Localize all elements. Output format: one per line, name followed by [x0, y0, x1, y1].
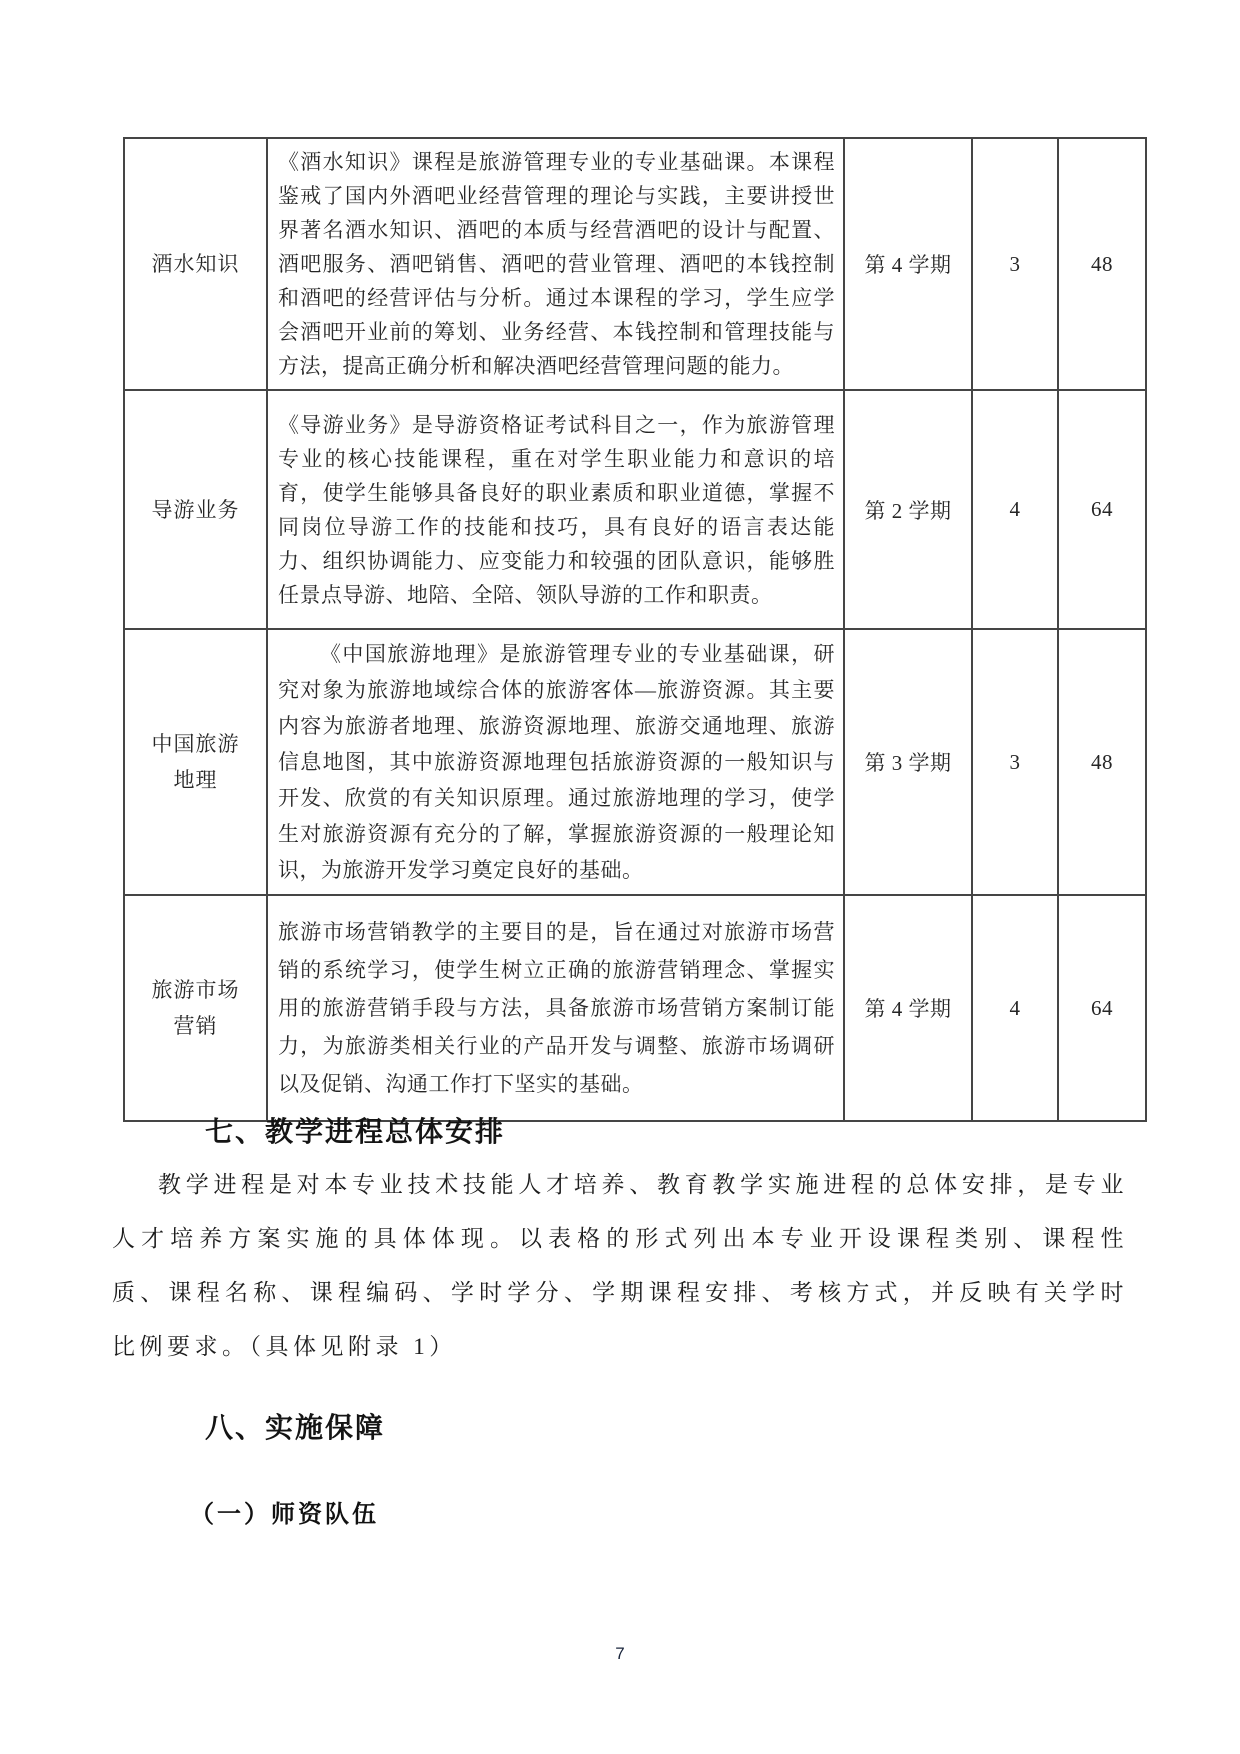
table-row — [124, 895, 1146, 1121]
credits-cell: 4 — [972, 895, 1058, 1121]
semester-cell: 第 4 学期 — [844, 895, 972, 1121]
course-description-text: 《酒水知识》课程是旅游管理专业的专业基础课。本课程鉴戒了国内外酒吧业经营管理的理论与实践，主要讲授世界著名酒水知识、酒吧的本质与经营酒吧的设计与配置、酒吧服务、酒吧销售、酒吧的营业管理、酒吧的本钱控制和酒吧的经营评估与分析。通过本课程的学习，学生应学会酒吧开业前的筹划、业务经营、本钱控制和管理技能与方法，提高正确分析和解决酒吧经营管理问题的能力。 — [278, 150, 835, 378]
course-description-cell — [267, 895, 844, 1121]
course-description-text: 《中国旅游地理》是旅游管理专业的专业基础课，研究对象为旅游地域综合体的旅游客体—旅游资源。其主要内容为旅游者地理、旅游资源地理、旅游交通地理、旅游信息地图，其中旅游资源地理包括旅游资源的一般知识与开发、欣赏的有关知识原理。通过旅游地理的学习，使学生对旅游资源有充分的了解，掌握旅游资源的一般理论知识，为旅游开发学习奠定良好的基础。 — [278, 642, 835, 882]
course-name-cell: 导游业务 — [124, 390, 267, 629]
paragraph-teaching-progress: 教学进程是对本专业技术技能人才培养、教育教学实施进程的总体安排，是专业人才培养方案实施的具体体现。以表格的形式列出本专业开设课程类别、课程性质、课程名称、课程编码、学时学分、学期课程安排、考核方式，并反映有关学时比例要求。（具体见附录 1） — [112, 1172, 1128, 1359]
hours-cell: 48 — [1058, 138, 1146, 390]
credits-cell: 3 — [972, 138, 1058, 390]
course-name-cell: 中国旅游地理 — [124, 629, 267, 895]
table-row — [124, 138, 1146, 390]
course-name-cell: 酒水知识 — [124, 138, 267, 390]
course-description-cell — [267, 138, 844, 390]
semester-cell: 第 4 学期 — [844, 138, 972, 390]
section-heading-implementation-support: 八、实施保障 — [205, 1412, 386, 1443]
credits-cell: 4 — [972, 390, 1058, 629]
table-row — [124, 390, 1146, 629]
course-table — [123, 137, 1147, 1122]
table-row — [124, 629, 1146, 895]
credits-cell: 3 — [972, 629, 1058, 895]
course-name-cell: 旅游市场营销 — [124, 895, 267, 1121]
subsection-heading-faculty: （一）师资队伍 — [190, 1502, 379, 1528]
course-description-cell — [267, 629, 844, 895]
course-description-text: 《导游业务》是导游资格证考试科目之一，作为旅游管理专业的核心技能课程，重在对学生职业能力和意识的培育，使学生能够具备良好的职业素质和职业道德，掌握不同岗位导游工作的技能和技巧，具有良好的语言表达能力、组织协调能力、应变能力和较强的团队意识，能够胜任景点导游、地陪、全陪、领队导游的工作和职责。 — [278, 412, 835, 607]
hours-cell: 64 — [1058, 390, 1146, 629]
page-number: 7 — [615, 1644, 625, 1663]
hours-cell: 64 — [1058, 895, 1146, 1121]
course-description-cell — [267, 390, 844, 629]
semester-cell: 第 3 学期 — [844, 629, 972, 895]
semester-cell: 第 2 学期 — [844, 390, 972, 629]
hours-cell: 48 — [1058, 629, 1146, 895]
section-heading-teaching-progress: 七、教学进程总体安排 — [205, 1116, 506, 1147]
course-description-text: 旅游市场营销教学的主要目的是，旨在通过对旅游市场营销的系统学习，使学生树立正确的旅游营销理念、掌握实用的旅游营销手段与方法，具备旅游市场营销方案制订能力，为旅游类相关行业的产品开发与调整、旅游市场调研以及促销、沟通工作打下坚实的基础。 — [278, 920, 835, 1096]
